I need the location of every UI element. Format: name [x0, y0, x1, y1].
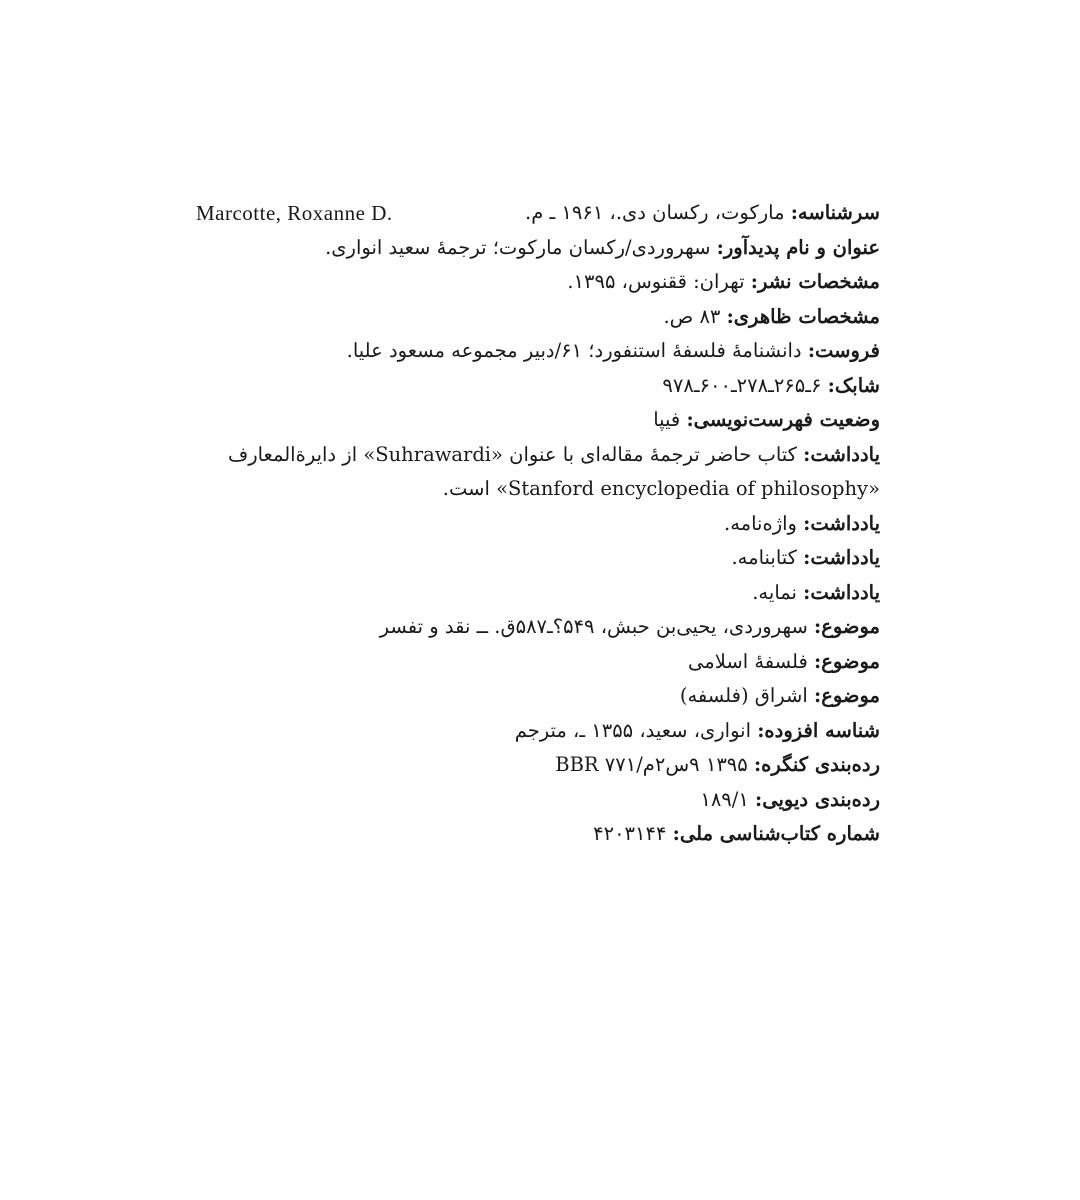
field-value: مارکوت، رکسان دی.، ۱۹۶۱ ـ م. [525, 201, 791, 224]
field-value: انواری، سعید، ۱۳۵۵ ـ، مترجم [514, 718, 758, 742]
field-value: سهروردی، یحیی‌بن حبش، ۵۴۹؟ـ۵۸۷ق. ــ نقد و تفسر [379, 615, 815, 638]
field-label: رده‌بندی دیویی: [755, 787, 880, 811]
record-line-note-index [196, 576, 880, 611]
field-label: یادداشت: [803, 442, 880, 466]
record-line-national-bibliography-number [196, 817, 880, 852]
record-line-subject-2 [196, 645, 880, 680]
field-value: ۴۲۰۳۱۴۴ [593, 822, 673, 845]
field-value: تهران: ققنوس، ۱۳۹۵. [567, 270, 751, 293]
field-value: ۶ـ۲۶۵ـ۲۷۸ـ۶۰۰ـ۹۷۸ [662, 373, 828, 397]
field-label: موضوع: [814, 649, 880, 673]
record-line-physical-description [196, 300, 880, 335]
record-line-isbn [196, 369, 880, 404]
field-value: ۸۳ ص. [663, 304, 727, 328]
field-value: نمایه. [752, 580, 804, 604]
field-label: موضوع: [814, 615, 880, 638]
field-value: دانشنامهٔ فلسفهٔ استنفورد؛ ۶۱/دبیر مجموعه مسعود علیا. [346, 339, 808, 362]
field-value: کتابنامه. [731, 546, 804, 569]
field-label: یادداشت: [803, 511, 880, 535]
record-line-cataloging-status [196, 403, 880, 438]
field-value: سهروردی/رکسان مارکوت؛ ترجمهٔ سعید انواری. [325, 235, 717, 259]
record-line-publication [196, 265, 880, 300]
field-label: شناسه افزوده: [757, 718, 880, 742]
field-label: شابک: [827, 373, 880, 397]
field-label: مشخصات ظاهری: [726, 304, 880, 328]
field-value: فلسفهٔ اسلامی [688, 649, 815, 673]
field-value: اشراق (فلسفه) [679, 684, 815, 707]
field-label: وضعیت فهرست‌نویسی: [686, 408, 880, 431]
record-line-subject-3 [196, 679, 880, 714]
field-value: «Stanford encyclopedia of philosophy» است. [442, 477, 880, 500]
record-line-series [196, 334, 880, 369]
field-label: سرشناسه: [790, 201, 880, 224]
record-line-dewey-classification [196, 783, 880, 818]
field-value: فیپا [653, 408, 687, 431]
record-line-title [196, 231, 880, 266]
field-label: شماره کتاب‌شناسی ملی: [672, 822, 880, 845]
field-label: فروست: [807, 339, 880, 362]
record-line-note-glossary [196, 507, 880, 542]
field-label: یادداشت: [803, 546, 880, 569]
field-label: مشخصات نشر: [750, 270, 880, 293]
record-line-subject-1 [196, 610, 880, 645]
latin-author-name: Marcotte, Roxanne D. [196, 201, 393, 225]
record-line-lc-classification [196, 748, 880, 783]
field-label: رده‌بندی کنگره: [753, 753, 880, 776]
field-label: یادداشت: [803, 580, 880, 604]
record-line-added-entry [196, 714, 880, 749]
field-label: عنوان و نام پدیدآور: [716, 235, 880, 259]
record-line-note-bibliography [196, 541, 880, 576]
field-value: کتاب حاضر ترجمهٔ مقاله‌ای با عنوان «Suhrawardi» از دایرةالمعارف [227, 442, 804, 466]
field-value: ۱۳۹۵ ۹س۲م/BBR ۷۷۱ [555, 753, 754, 776]
record-line-note-source-continued [196, 472, 880, 507]
record-line-main-entry [196, 196, 880, 231]
record-line-note-source [196, 438, 880, 473]
catalog-record [196, 196, 880, 852]
field-value: واژه‌نامه. [724, 511, 804, 535]
field-value: ۱۸۹/۱ [700, 787, 756, 811]
field-label: موضوع: [814, 684, 880, 707]
